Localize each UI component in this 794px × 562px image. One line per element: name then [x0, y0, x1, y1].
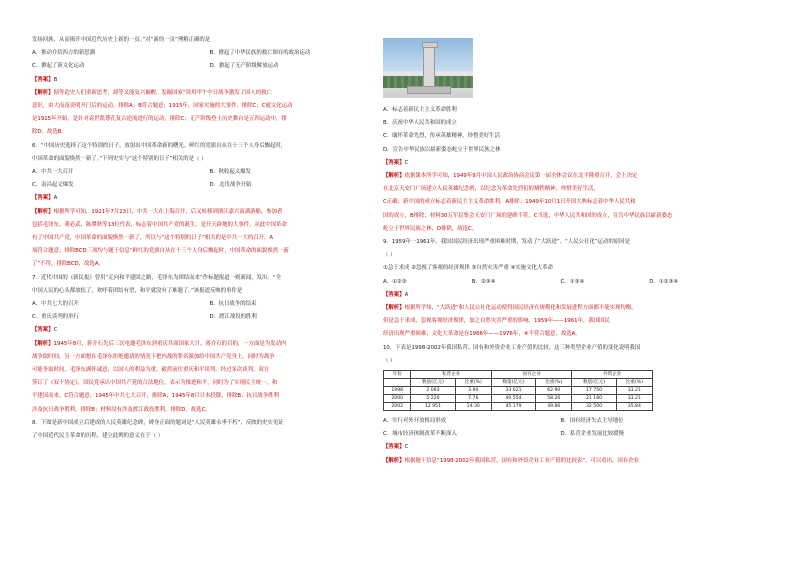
table-cell: 33 621 — [491, 387, 535, 395]
explanation-tag: 【解析】 — [32, 208, 54, 215]
option[interactable]: D．私营企业发展比较缓慢 — [560, 431, 624, 438]
option[interactable]: B．秋收起义爆发 — [209, 169, 251, 176]
table-cell: 49.86 — [536, 403, 572, 411]
explanation-text: 除D。故选B。 — [32, 129, 67, 136]
explanation-tag: 【解析】 — [32, 89, 54, 96]
explanation-line — [383, 455, 738, 468]
explanation-line — [383, 302, 738, 315]
explanation-text: 根据所学可知，1921年7月23日，中共一大在上海召开，后又转移到浙江嘉兴南湖游船，参加者 — [53, 208, 283, 215]
table-header-row — [384, 371, 653, 379]
explanation-text: 根据所学知，“大跃进”和人民公社化运动使得国民经济在规模化和发展进程方面都不能实现均衡， — [404, 305, 637, 312]
table-cell: 33.21 — [616, 395, 652, 403]
option[interactable]: D．北伐战争开始 — [209, 182, 252, 189]
explanation-text: 战争取时间，另一方面想在毛泽东拒绝邀请的情况下把内战的罪名强加给中国共产党身上，同时为战争 — [32, 353, 275, 360]
explanation-text: 意识，由大而及说明开门后的运动，排除A；B符合题意；1915年，国家实施的大事件，排除C；C就文化运动 — [32, 103, 293, 110]
option[interactable]: B．掀起了中华民族的救亡图存的政治运动 — [209, 50, 311, 57]
table-cell: 62.90 — [536, 387, 572, 395]
table-subheader-row — [384, 379, 653, 387]
explanation-text: 屹立于世界民族之林，D排除，故选C。 — [383, 225, 478, 232]
option[interactable]: B．抗日战争的结束 — [209, 301, 257, 308]
question-10-paren: （ ） — [383, 357, 396, 364]
option[interactable]: A．①②③ — [383, 278, 407, 285]
table-cell: 3.90 — [455, 387, 491, 395]
explanation-tag: 【解析】 — [383, 305, 405, 312]
explanation-text: 有了中国共产党，中国革命的面貌焕然一新了，所以与“这个特别的日子”相关的是中共一大的召开，A — [32, 235, 274, 242]
question-9-items: ①急于求成 ②忽视了客观的经济规律 ③自然灾害严重 ④实施文化大革命 — [383, 265, 554, 272]
explanation-tag: 【解析】 — [383, 173, 405, 180]
explanation-line — [32, 206, 387, 219]
explanation-text: 涉及抗日战争胜利，排除B；材料没有涉及渡江战役胜利，排除D，故选C。 — [32, 406, 211, 413]
monument-photo-icon — [383, 38, 473, 98]
table-header-cell: 比重(%) — [616, 379, 652, 387]
answer-value: C — [404, 159, 409, 166]
table-cell: 7.76 — [455, 395, 491, 403]
question-9-stem: 9．1959年一1961年，我国国民经济出现严重困难时期，发动了“大跃进”、“人民公社化”运动的原因是 — [383, 239, 630, 246]
answer-tag: 【答案】 — [32, 195, 54, 202]
explanation-text: 但是急于求成，忽视客观经济规律，加之自然灾害严重的影响，1959年——1961年，我国国民 — [383, 318, 610, 325]
question-7-options-row2 — [32, 311, 387, 324]
table-cell: 40 554 — [491, 395, 535, 403]
table-cell: 1998 — [384, 387, 411, 395]
question-8-stem: 了中国近代民主革命的历程，建立此碑的意义在于（ ） — [32, 433, 164, 440]
table-header-cell: 数值(亿元) — [411, 379, 455, 387]
answer-value: B — [53, 76, 58, 83]
answer-tag: 【答案】 — [383, 159, 405, 166]
explanation-text: 根据题干信息“1998-2002年我国私营、国有和外资企业工业产值的比较表”，可以看出，国有企业 — [404, 457, 639, 464]
explanation-line — [32, 87, 387, 100]
table-cell: 21 180 — [572, 395, 616, 403]
left-column — [32, 34, 387, 443]
explanation-tag: 【解析】 — [383, 457, 405, 464]
table-cell: 58.26 — [536, 395, 572, 403]
table-header-cell: 私营企业 — [411, 371, 492, 379]
question-8-stem: 8．下图是新中国成立后建成的人民英雄纪念碑，碑身正面的题词是“人民英雄永垂不朽”，反映的史实见证 — [32, 419, 284, 426]
explanation-tag: 【解析】 — [32, 340, 54, 347]
question-6-stem: 6．“中国历史选择了这个特别的日子，放射出中国革命新的曙光。鲜红的党旗自从在十三个人身后飘起时， — [32, 142, 287, 149]
explanation-text: 1945年8月，蒋介石先后三次电邀毛泽东到重庆共商国家大计。蒋介石的目的，一方面是为发动内 — [53, 340, 287, 347]
monument-tower-shape — [423, 44, 435, 92]
table-cell: 2000 — [384, 395, 411, 403]
option[interactable]: A．中共七大的召开 — [32, 301, 79, 308]
answer-line — [383, 441, 738, 454]
table-cell: 14.30 — [455, 403, 491, 411]
answer-value: A — [53, 195, 58, 202]
table-cell: 12 951 — [411, 403, 455, 411]
table-header-cell: 比重(%) — [455, 379, 491, 387]
option[interactable]: C．①③④ — [560, 278, 585, 285]
answer-line — [383, 289, 738, 302]
monument-base-shape — [407, 86, 451, 94]
table-cell: 35.84 — [616, 403, 652, 411]
question-5-stem: 发扬回族，从而揭开中国近代历史上新的一页。”对“新的一页”理解正确的是 — [32, 37, 211, 43]
answer-line — [32, 74, 387, 87]
explanation-text: 包括毛泽东、董必武、陈潭秋等13位代表，标志着中国共产党的诞生，是开天辟地的大事件，从此中国革命 — [32, 221, 287, 228]
explanation-text: 可能争取时间，毛泽东满怀诚意，以国人的利益为重，毅然前往重庆和平谈判，经过多次谈判，双方 — [32, 367, 270, 374]
option[interactable]: A．推动介绍西方的新思潮 — [32, 50, 95, 57]
table-header-cell: 数值(亿元) — [491, 379, 535, 387]
question-7-stem: 7．近代中国的《新民报》曾用“走向和平建国之路，毛泽东为团结而来”作标题报道一则新闻，发出：“全 — [32, 274, 281, 281]
table-cell: 5 220 — [411, 395, 455, 403]
option[interactable]: C．缅怀革命先烈，传承英雄精神，珍惜美好生活 — [383, 133, 500, 140]
question-5-options-row2 — [32, 60, 387, 73]
explanation-text: 据等造史人们重新思考，却等又能复兴掘醒，发掘国家”资用甲午中日战争激发了国人的救亡 — [53, 89, 272, 96]
explanation-text: 依据课本所学可知，1949年9月中国人民政治协商会议第一届全体会议在北平隆重召开，会上决定 — [404, 173, 638, 180]
table-row — [384, 395, 653, 403]
answer-tag: 【答案】 — [32, 327, 54, 334]
option[interactable]: A．标志着新民主主义革命胜利 — [383, 107, 457, 113]
explanation-line — [32, 338, 387, 351]
option[interactable]: C．重庆谈判的举行 — [32, 314, 79, 321]
question-6-options-row1 — [32, 166, 387, 179]
option[interactable]: B．国有经济失去主导地位 — [560, 418, 624, 425]
explanation-line — [383, 170, 738, 183]
explanation-text: 平建国而来，C符合题意；1945年中共七大召开，排除A；1945年8月日本投降，排除B；抗日战争胜利 — [32, 393, 279, 400]
table-header-cell: 年份 — [384, 371, 411, 379]
table-header-cell: 数值(亿元) — [572, 379, 616, 387]
table-header-cell: 国有企业 — [491, 371, 572, 379]
question-10-options-row1 — [383, 415, 738, 428]
question-7-options-row1 — [32, 298, 387, 311]
question-7-stem: 中国人民的心头都放松了，欢呼着团结有望，和平就没有了难题了。”该报道反映的事件是 — [32, 287, 243, 294]
explanation-text: 国的成立，B排除；材料30万军民集会天安门广场的建碑不符，C当选；中华人民共和国的成立，宣告中华民族以崭新姿态 — [383, 212, 673, 219]
answer-line — [32, 192, 387, 205]
explanation-text: 项符合题意；排除BCD三项均与题干信息“鲜红的党旗自从在十三个人身后飘起时，中国革命的面貌焕然一新 — [32, 248, 289, 255]
answer-line — [32, 324, 387, 337]
explanation-text: C正确；新中国的成立标志着新民主主义革命胜利，A排除；1949年10月1日开国大典标志着中华人民共和 — [383, 199, 636, 206]
table-row — [384, 403, 653, 411]
option[interactable]: C．南昌起义爆发 — [32, 182, 74, 189]
explanation-text: 了”不符，排除BCD，故选A。 — [32, 261, 104, 268]
option[interactable]: D．宣告中华民族以崭新姿态屹立于世界民族之林 — [383, 146, 501, 153]
explanation-text: 签订了《双十协定》，国民党承认中国共产党的合法地位，表示为推进和平，同时为了实现民主统一，和 — [32, 380, 278, 387]
answer-line — [383, 157, 738, 170]
question-9-stem: （ ） — [383, 252, 396, 259]
table-header-cell — [384, 379, 411, 387]
question-10-options-row2 — [383, 428, 738, 441]
answer-value: C — [404, 444, 409, 451]
table-cell: 2 083 — [411, 387, 455, 395]
answer-tag: 【答案】 — [32, 76, 54, 83]
question-6-options-row2 — [32, 179, 387, 192]
explanation-text: 在北京天安门广场建立人民英雄纪念碑，以纪念为革命先烈们的牺牲精神，珍惜美好生活， — [383, 186, 599, 193]
table-cell: 32 500 — [572, 403, 616, 411]
answer-tag: 【答案】 — [383, 444, 405, 451]
answer-value: C — [53, 327, 58, 334]
option[interactable]: C．城市经济体制改革不断深入 — [383, 431, 457, 438]
option[interactable]: D．渡江战役的胜利 — [209, 314, 257, 321]
option[interactable]: D．①②③④ — [649, 278, 679, 285]
option[interactable]: A．中共一大召开 — [32, 169, 74, 176]
table-cell: 45 179 — [491, 403, 535, 411]
table-row — [384, 387, 653, 395]
right-column — [383, 34, 738, 468]
question-9-options — [383, 276, 738, 289]
table-cell: 33.21 — [616, 387, 652, 395]
answer-tag: 【答案】 — [383, 291, 405, 298]
option[interactable]: B．②③④ — [471, 278, 496, 285]
table-cell: 2002 — [384, 403, 411, 411]
explanation-text: 是1915年开始，是针对袁世凯尊孔复古逆流进行的运动，排除C；无产阶级登上历史舞台是五四运动中，排 — [32, 116, 287, 123]
answer-value: A — [404, 291, 409, 298]
option[interactable]: B．庆祝中华人民共和国的成立 — [383, 120, 457, 127]
question-5-options-row1 — [32, 47, 387, 60]
data-table — [383, 370, 653, 411]
option[interactable]: C．掀起了新文化运动 — [32, 63, 85, 70]
table-header-cell: 比重(%) — [536, 379, 572, 387]
question-6-stem: 中国革命的面貌焕然一新了。”下列史实与“这个特别的日子”相关的是（ ） — [32, 155, 207, 162]
question-10-stem: 10．下表是1998-2002年我国私营、国有和外资企业工业产值的比较，这三种类型企业产值的变化说明我国 — [383, 344, 641, 351]
table-cell: 17 750 — [572, 387, 616, 395]
table-header-cell: 外资企业 — [572, 371, 653, 379]
option[interactable]: A．实行对外开放格局形成 — [383, 418, 446, 425]
option[interactable]: D．掀起了无产阶级解放运动 — [209, 63, 279, 70]
explanation-text: 经济出现严重困难；文化大革命是在1966年——1976年，④不符合题意，故选A。 — [383, 331, 581, 338]
